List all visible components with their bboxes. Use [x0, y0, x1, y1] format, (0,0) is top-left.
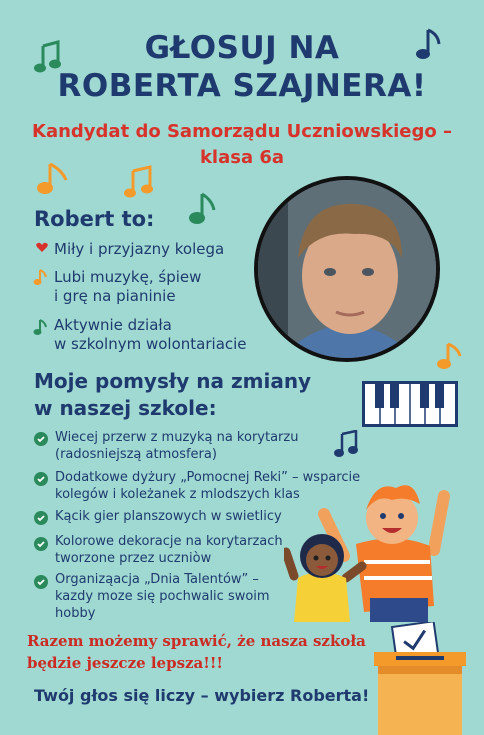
- idea-2-line1: Dodatkowe dyżury „Pomocnej Reki” – wsparcie: [55, 470, 361, 485]
- check-icon: [34, 537, 48, 551]
- cheering-kids-illustration: [284, 466, 460, 622]
- trait-3-line2: w szkolnym wolontariacie: [54, 335, 247, 353]
- ballot-box-icon: [370, 622, 470, 735]
- music-note-icon: [334, 430, 360, 458]
- idea-1-line1: Wiecej przerw z muzyką na korytarzu: [55, 430, 299, 445]
- idea-2-line2: kolegów i koleżanek z mlodszych klas: [55, 487, 300, 502]
- idea-5-line3: hobby: [55, 606, 96, 621]
- trait-2-line1: Lubi muzykę, śpiew: [54, 268, 202, 286]
- candidate-photo: [254, 176, 440, 362]
- idea-4-line1: Kolorowe dekoracje na korytarzach: [55, 534, 283, 549]
- idea-5-line1: Organiząacja „Dnia Talentów” –: [55, 572, 259, 587]
- music-note-icon: [124, 165, 154, 199]
- subtitle-line2: klasa 6a: [199, 147, 285, 168]
- check-icon: [34, 472, 48, 486]
- music-note-icon: [436, 340, 462, 372]
- check-icon: [34, 511, 48, 525]
- page-title-line1: GŁOSUJ NA: [144, 30, 340, 66]
- trait-2-line2: i grę na pianinie: [54, 287, 176, 305]
- ideas-heading-line2: w naszej szkole:: [34, 396, 217, 420]
- ideas-heading-line1: Moje pomysły na zmiany: [34, 369, 312, 393]
- idea-4-line2: tworzone przez uczniòw: [55, 551, 212, 566]
- idea-1-line2: (radosniejszą atmosfera): [55, 447, 217, 462]
- page-title-line2: ROBERTA SZAJNERA!: [57, 68, 427, 104]
- slogan-line2: będzie jeszcze lepsza!!!: [27, 654, 224, 672]
- trait-3-line1: Aktywnie działa: [54, 316, 172, 334]
- music-note-icon: [33, 318, 47, 336]
- heart-icon: [36, 242, 48, 253]
- music-note-icon: [33, 268, 47, 286]
- check-icon: [34, 575, 48, 589]
- check-icon: [34, 432, 48, 446]
- music-note-icon: [188, 190, 216, 226]
- idea-3-line1: Kącik gier planszowych w swietlicy: [55, 509, 282, 524]
- trait-1: Miły i przyjazny kolega: [54, 240, 225, 258]
- slogan-line1: Razem możemy sprawić, że nasza szkoła: [27, 632, 366, 650]
- subtitle-line1: Kandydat do Samorządu Uczniowskiego –: [32, 121, 452, 142]
- about-heading: Robert to:: [34, 207, 155, 231]
- call-to-action: Twój głos się liczy – wybierz Roberta!: [34, 686, 370, 705]
- piano-keys-icon: [361, 380, 459, 428]
- idea-5-line2: kazdy moze się pochwalic swoim: [55, 589, 270, 604]
